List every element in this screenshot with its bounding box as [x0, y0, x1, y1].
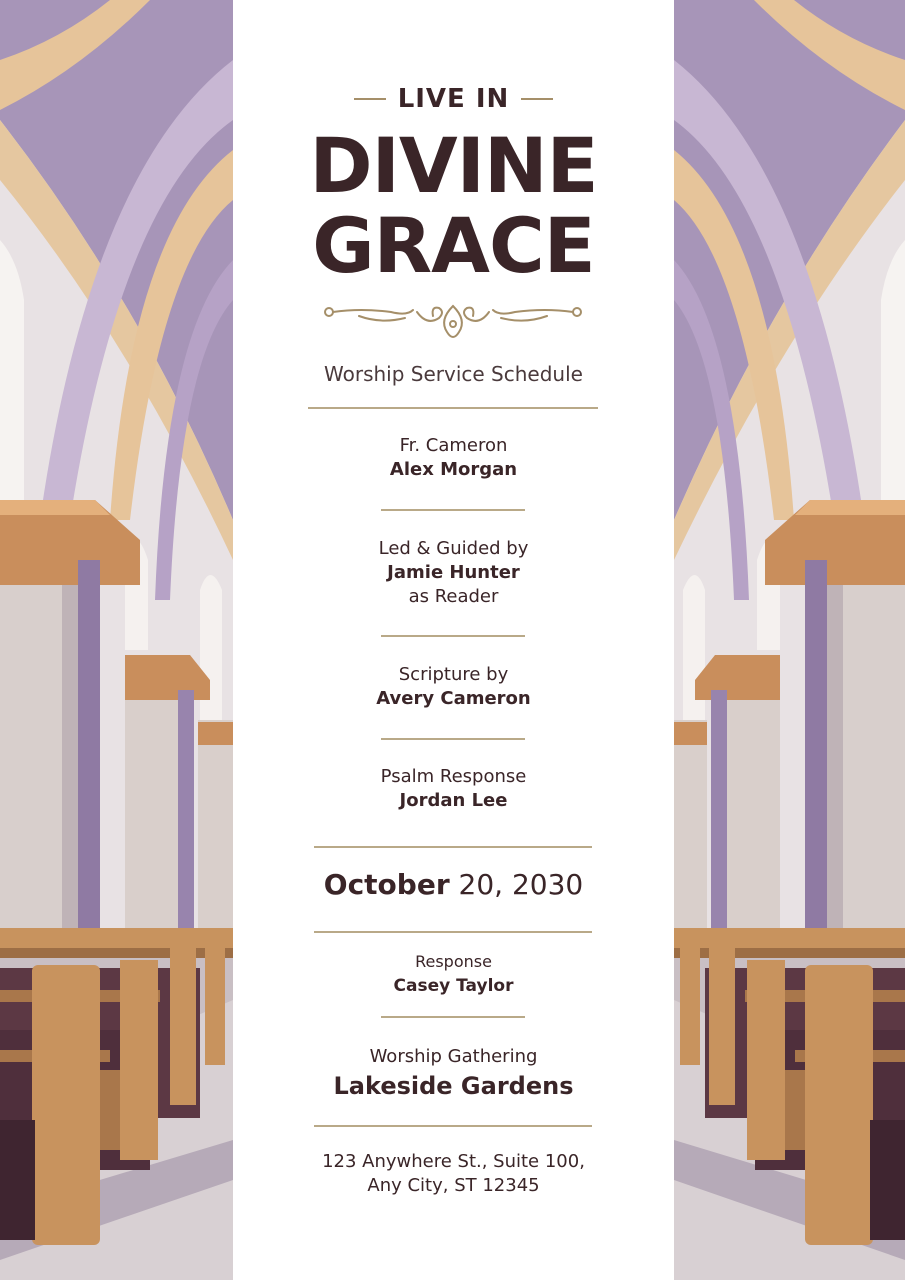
address	[233, 1150, 674, 1198]
church-interior-art	[0, 0, 233, 1280]
response-name: Casey Taylor	[393, 976, 514, 996]
venue-name: Lakeside Gardens	[333, 1072, 574, 1100]
divider	[381, 509, 525, 511]
schedule-item	[233, 434, 674, 482]
address-line-2: Any City, ST 12345	[367, 1175, 540, 1196]
title-line-2: GRACE	[312, 201, 595, 290]
church-illustration-left	[0, 0, 233, 1280]
divider	[314, 1125, 592, 1127]
schedule-name: Avery Cameron	[376, 688, 531, 709]
church-interior-art	[674, 0, 905, 1280]
title-line-1: DIVINE	[309, 121, 598, 210]
event-date	[233, 868, 674, 901]
schedule-name: Jamie Hunter	[387, 562, 520, 583]
kicker	[233, 84, 674, 114]
schedule-item	[233, 765, 674, 813]
schedule-item	[233, 663, 674, 711]
flourish-ornament-icon	[321, 298, 585, 350]
divider	[381, 738, 525, 740]
schedule-role: Psalm Response	[380, 766, 527, 787]
divider	[314, 931, 592, 933]
schedule-role: Fr. Cameron	[399, 435, 508, 456]
venue-label: Worship Gathering	[369, 1046, 538, 1067]
address-line-1: 123 Anywhere St., Suite 100,	[322, 1151, 585, 1172]
kicker-rule-left	[354, 98, 386, 100]
schedule-panel	[233, 0, 674, 1280]
schedule-suffix: as Reader	[408, 586, 499, 607]
divider	[314, 846, 592, 848]
date-day-year: 20, 2030	[458, 868, 584, 901]
schedule-name: Jordan Lee	[399, 790, 508, 811]
schedule-role: Scripture by	[398, 664, 509, 685]
response-item	[233, 950, 674, 998]
subtitle: Worship Service Schedule	[324, 362, 583, 386]
schedule-item	[233, 537, 674, 609]
response-role: Response	[415, 952, 492, 971]
schedule-name: Alex Morgan	[389, 459, 518, 480]
divider	[381, 1016, 525, 1018]
date-month: October	[323, 868, 450, 901]
divider	[381, 635, 525, 637]
divider	[308, 407, 598, 409]
kicker-text: LIVE IN	[397, 84, 510, 114]
schedule-role: Led & Guided by	[378, 538, 529, 559]
kicker-rule-right	[521, 98, 553, 100]
church-illustration-right	[674, 0, 905, 1280]
